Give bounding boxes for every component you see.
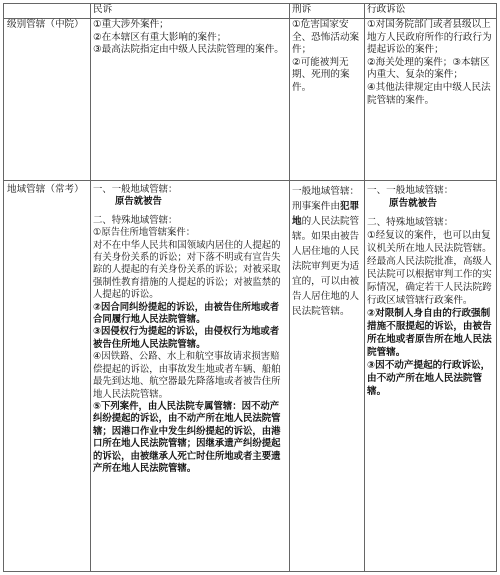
level-civil-item: ①重大涉外案件； xyxy=(93,19,169,30)
header-criminal: 刑诉 xyxy=(292,4,312,15)
territorial-civil-cell xyxy=(90,180,289,573)
level-title: 级别管辖（中院） xyxy=(7,19,84,30)
level-criminal-item: ①危害国家安全、恐怖活动案件； xyxy=(292,19,360,56)
civil-general-heading: 一、一般地域管辖： xyxy=(93,184,178,195)
admin-item2: ②对限制人身自由的行政强制措施不服提起的诉讼，由被告所在地或者原告所在地人民法院管辖。 xyxy=(367,308,492,358)
level-criminal-cell xyxy=(289,18,364,180)
header-admin: 行政诉讼 xyxy=(367,4,406,15)
civil-general-rule: 原告就被告 xyxy=(115,196,162,208)
territorial-title: 地域管辖（常考） xyxy=(7,184,84,195)
civil-item2: ②因合同纠纷提起的诉讼，由被告住所地或者合同履行地人民法院管辖。 xyxy=(93,301,280,326)
criminal-crime-place: 犯罪地 xyxy=(292,201,360,227)
admin-special-heading: 二、特殊地域管辖： xyxy=(367,217,454,228)
admin-item3: ③因不动产提起的行政诉讼，由不动产所在地人民法院管辖。 xyxy=(367,360,491,397)
civil-item1-body: 对不在中华人民共和国领域内居住的人提起的有关身份关系的诉讼；对下落不明或有宣告失踪的人提起的有关身份关系的诉讼；对被采取强制性教育措施的人提起的诉讼；对被监禁的人提起的诉讼。 xyxy=(93,239,281,301)
level-civil-cell xyxy=(90,18,289,180)
level-civil-item: ③最高法院指定由中级人民法院管理的案件。 xyxy=(93,44,284,56)
row-title-territorial xyxy=(4,180,90,573)
criminal-general-heading: 一般地域管辖： xyxy=(292,186,360,197)
header-civil: 民诉 xyxy=(93,4,113,15)
jurisdiction-table xyxy=(3,3,497,572)
civil-item3: ③因侵权行为提起的诉讼，由侵权行为地或者被告住所地人民法院管辖。 xyxy=(93,326,280,350)
admin-general-heading: 一、一般地域管辖： xyxy=(367,185,454,196)
admin-item1: ①经复议的案件，也可以由复议机关所在地人民法院管辖。经最高人民法院批准，高级人民法院可以根据审判工作的实际情况，确定若干人民法院跨行政区域管辖行政案件。 xyxy=(367,230,492,306)
row-title-level xyxy=(4,18,90,180)
level-admin-cell xyxy=(364,18,498,180)
level-criminal-item: ②可能被判无期、死刑的案件。 xyxy=(292,56,350,93)
level-admin-item: ②海关处理的案件；③本辖区内重大、复杂的案件； xyxy=(367,56,490,81)
level-admin-item: ④其他法律规定由中级人民法院管辖的案件。 xyxy=(367,81,491,106)
civil-item4: ④因铁路、公路、水上和航空事故请求损害赔偿提起的诉讼，由事故发生地或者车辆、船舶最先到达地、航空器最先降落地或者被告住所地人民法院管辖。 xyxy=(93,351,281,400)
level-civil-item: ②在本辖区有重大影响的案件； xyxy=(93,31,227,43)
criminal-general-body xyxy=(292,199,361,319)
admin-general-rule: 原告就被告 xyxy=(389,198,437,209)
criminal-body-part: 刑事案件由 xyxy=(292,201,340,212)
header-corner xyxy=(4,4,90,18)
level-admin-item: ①对国务院部门或者县级以上地方人民政府所作的行政行为提起诉讼的案件； xyxy=(367,19,492,56)
civil-item5: ⑤下列案件，由人民法院专属管辖：因不动产纠纷提起的诉讼，由不动产所在地人民法院管辖；因港口作业中发生纠纷提起的诉讼，由港口所在地人民法院管辖；因继承遗产纠纷提起的诉讼，由被继承人死亡时住所地或者主要遗产所在地人民法院管辖。 xyxy=(93,400,281,474)
territorial-criminal-cell xyxy=(289,180,364,573)
civil-item1-heading: ①原告住所地管辖案件： xyxy=(93,227,196,239)
civil-special-heading: 二、特殊地域管辖： xyxy=(93,214,178,226)
criminal-body-part: 的人民法院管辖。如果由被告人居住地的人民法院审判更为适宜的，可以由被告人居住地的人民法院管辖。 xyxy=(292,216,360,317)
territorial-admin-cell xyxy=(364,180,498,573)
